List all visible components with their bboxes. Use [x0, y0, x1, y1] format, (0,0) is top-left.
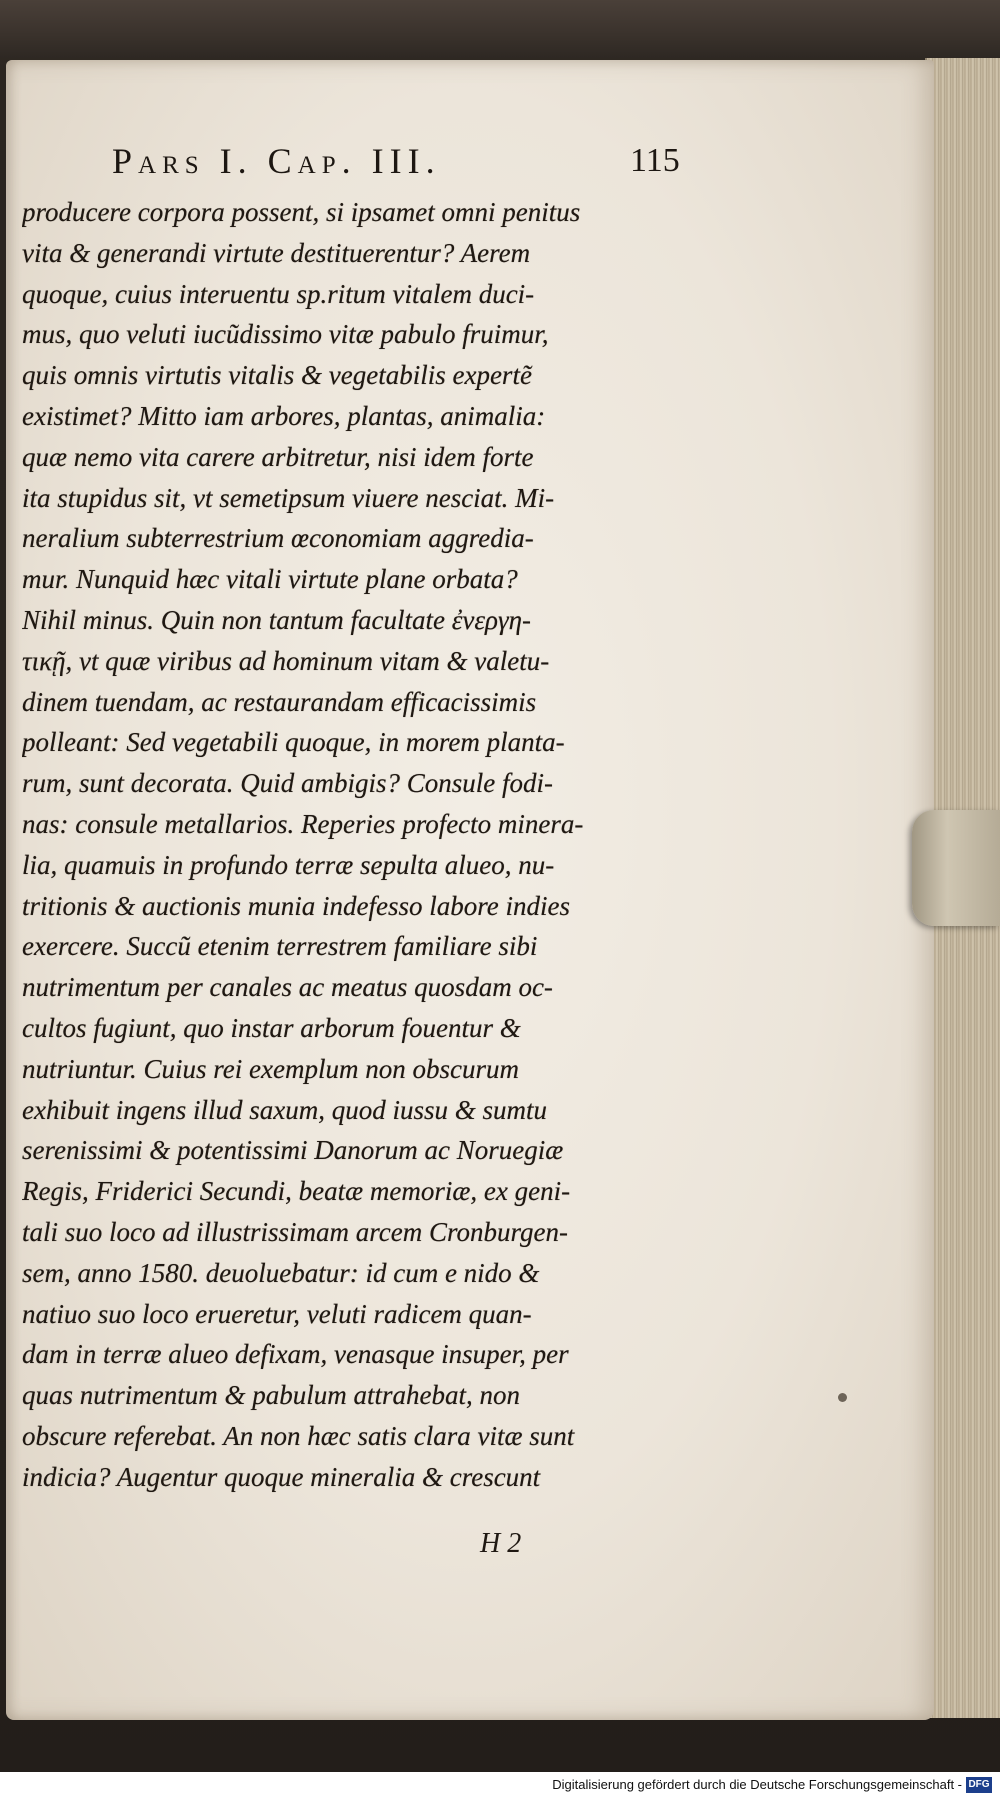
text-line: τικῇ, vt quæ viribus ad hominum vitam & valetu-	[22, 645, 550, 676]
text-line: Nihil minus. Quin non tantum facultate ἐνεργη-	[22, 604, 531, 635]
text-line: rum, sunt decorata. Quid ambigis? Consule fodi-	[22, 768, 553, 799]
text-line: polleant: Sed vegetabili quoque, in morem planta-	[22, 727, 565, 758]
text-line: nutrimentum per canales ac meatus quosdam oc-	[22, 972, 553, 1003]
dfg-logo: DFG	[966, 1777, 992, 1793]
text-block	[22, 192, 702, 1542]
text-line: existimet? Mitto iam arbores, plantas, animalia:	[22, 400, 546, 431]
bookmark-ribbon	[912, 810, 1000, 926]
text-line: sem, anno 1580. deuoluebatur: id cum e nido &	[22, 1257, 540, 1288]
text-line: mus, quo veluti iucũdissimo vitæ pabulo fruimur,	[22, 319, 549, 350]
text-line: exhibuit ingens illud saxum, quod iussu & sumtu	[22, 1094, 547, 1125]
text-line: dinem tuendam, ac restaurandam efficacissimis	[22, 686, 537, 717]
running-head: Pars I. Cap. III.	[112, 141, 441, 181]
ink-smudge	[838, 1393, 847, 1402]
text-line: indicia? Augentur quoque mineralia & crescunt	[22, 1461, 541, 1492]
text-line: ita stupidus sit, vt semetipsum viuere nesciat. Mi-	[22, 482, 555, 513]
footer-credit: Digitalisierung gefördert durch die Deutsche Forschungsgemeinschaft -	[552, 1777, 962, 1792]
text-line: tritionis & auctionis munia indefesso labore indies	[22, 890, 570, 921]
text-line: nutriuntur. Cuius rei exemplum non obscurum	[22, 1053, 519, 1084]
text-line: cultos fugiunt, quo instar arborum fouentur &	[22, 1012, 521, 1043]
text-line: vita & generandi virtute destituerentur? Aerem	[22, 237, 531, 268]
text-line: tali suo loco ad illustrissimam arcem Cronburgen-	[22, 1216, 568, 1247]
text-line: mur. Nunquid hæc vitali virtute plane orbata?	[22, 564, 518, 595]
text-line: obscure referebat. An non hæc satis clara vitæ sunt	[22, 1420, 575, 1451]
text-line: serenissimi & potentissimi Danorum ac Noruegiæ	[22, 1135, 564, 1166]
book-top-edge	[0, 0, 1000, 58]
text-line: quas nutrimentum & pabulum attrahebat, non	[22, 1380, 520, 1411]
text-line: nas: consule metallarios. Reperies profecto minera-	[22, 808, 584, 839]
text-line: dam in terræ alueo defixam, venasque insuper, per	[22, 1339, 569, 1370]
text-line: neralium subterrestrium œconomiam aggredia-	[22, 523, 534, 554]
text-line: lia, quamuis in profundo terræ sepulta alueo, nu-	[22, 849, 555, 880]
text-line: exercere. Succũ etenim terrestrem familiare sibi	[22, 931, 538, 962]
text-line: natiuo suo loco erueretur, veluti radicem quan-	[22, 1298, 532, 1329]
page-number: 115	[630, 142, 680, 179]
text-line: producere corpora possent, si ipsamet omni penitus	[22, 197, 581, 227]
text-line: quoque, cuius interuentu sp.ritum vitalem duci-	[22, 278, 535, 309]
signature-mark: H 2	[480, 1528, 522, 1559]
text-line: quæ nemo vita carere arbitretur, nisi idem forte	[22, 441, 534, 472]
text-line: quis omnis virtutis vitalis & vegetabilis expertẽ	[22, 360, 532, 391]
text-line: Regis, Friderici Secundi, beatæ memoriæ, ex geni-	[22, 1176, 571, 1207]
